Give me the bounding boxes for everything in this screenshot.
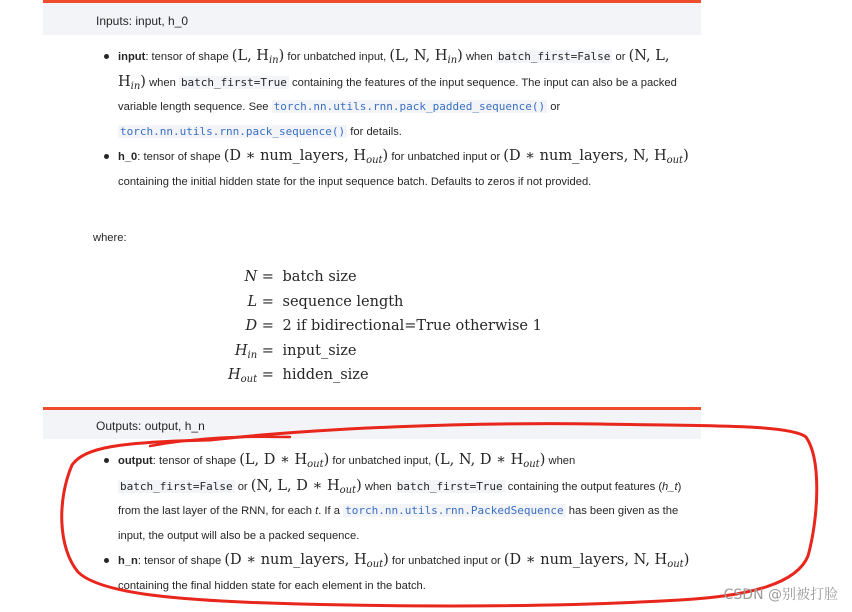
emphasis: h_t [662, 480, 678, 493]
packed-sequence-link[interactable]: torch.nn.utils.rnn.PackedSequence [345, 504, 564, 517]
pack-padded-sequence-link[interactable]: torch.nn.utils.rnn.pack_padded_sequence() [273, 100, 546, 113]
math-expr: (D ∗ num_layers, $H_{out}$) [223, 148, 389, 166]
csdn-watermark: CSDN @别被打脸 [723, 587, 838, 603]
param-text: containing the initial hidden state for the input sequence batch. Defaults to zeros if not provided. [118, 175, 592, 188]
shape-definitions-table [228, 265, 542, 388]
definition-row: N = batch size [244, 269, 357, 286]
param-text: for unbatched input or [388, 151, 504, 163]
param-text: for unbatched input, [284, 51, 390, 63]
definition-row: D = 2 if bidirectional=True otherwise 1 [245, 318, 542, 335]
code-literal: batch_first=True [396, 479, 503, 493]
definition-row: $H_{in}$ = input_size [234, 342, 357, 361]
inputs-param-list [103, 44, 693, 194]
param-output [103, 448, 693, 548]
param-text: : tensor of shape [137, 555, 225, 567]
math-expr: (N, L, $H_{in}$) [118, 48, 670, 92]
param-text: for details. [347, 125, 402, 138]
param-text: ) from the last layer of the RNN, for each [118, 480, 682, 517]
param-text: or [234, 480, 251, 493]
param-name: h_0 [118, 151, 138, 163]
param-text: : tensor of shape [152, 455, 240, 467]
param-text: when [462, 51, 496, 63]
param-text: when [545, 455, 576, 467]
math-expr: (D ∗ num_layers, $H_{out}$) [224, 552, 389, 570]
param-name: input [118, 51, 146, 63]
math-expr: (L, D ∗ $H_{out}$) [239, 452, 330, 470]
math-expr: (N, L, D ∗ $H_{out}$) [250, 477, 362, 496]
outputs-header-text: Outputs: output, h_n [96, 419, 205, 433]
param-text: containing the features of the input sequence. The input can also be a packed variable length sequence. See [118, 76, 677, 113]
code-literal: batch_first=False [497, 50, 611, 63]
math-expr: (L, N, D ∗ $H_{out}$) [434, 452, 546, 470]
math-expr: (D ∗ num_layers, N, $H_{out}$) [503, 552, 690, 570]
param-h0 [103, 144, 693, 194]
param-text: or [612, 51, 629, 63]
param-text: or [547, 101, 561, 113]
math-expr: (L, N, $H_{in}$) [389, 48, 463, 66]
math-expr: (L, $H_{in}$) [231, 48, 285, 66]
inputs-header-text: Inputs: input, h_0 [96, 14, 189, 28]
param-text: for unbatched input, [329, 455, 435, 467]
param-text: : tensor of shape [137, 151, 224, 163]
outputs-param-list [103, 448, 693, 598]
param-name: h_n [118, 555, 138, 567]
pack-sequence-link[interactable]: torch.nn.utils.rnn.pack_sequence() [120, 124, 346, 138]
param-text: when [361, 480, 395, 493]
code-literal: batch_first=False [120, 479, 233, 493]
where-label: where: [93, 232, 127, 244]
param-hn [103, 548, 693, 598]
param-text: containing the output features ( [504, 480, 663, 493]
param-text: when [145, 76, 179, 89]
outputs-section-header [43, 407, 701, 439]
emphasis: t [315, 505, 319, 517]
param-text: containing the final hidden state for each element in the batch. [118, 579, 426, 592]
definition-row: $H_{out}$ = hidden_size [228, 367, 369, 386]
inputs-section-header [43, 0, 701, 35]
param-text: for unbatched input or [388, 555, 504, 567]
param-input [103, 44, 693, 144]
code-literal: batch_first=True [180, 75, 287, 89]
param-text: : tensor of shape [145, 51, 232, 63]
definition-row: L = sequence length [247, 293, 404, 310]
param-name: output [118, 455, 153, 467]
math-expr: (D ∗ num_layers, N, $H_{out}$) [503, 148, 689, 166]
param-text: has been given as the input, the output will also be a packed sequence. [118, 505, 679, 542]
param-text: . If a [318, 505, 344, 517]
